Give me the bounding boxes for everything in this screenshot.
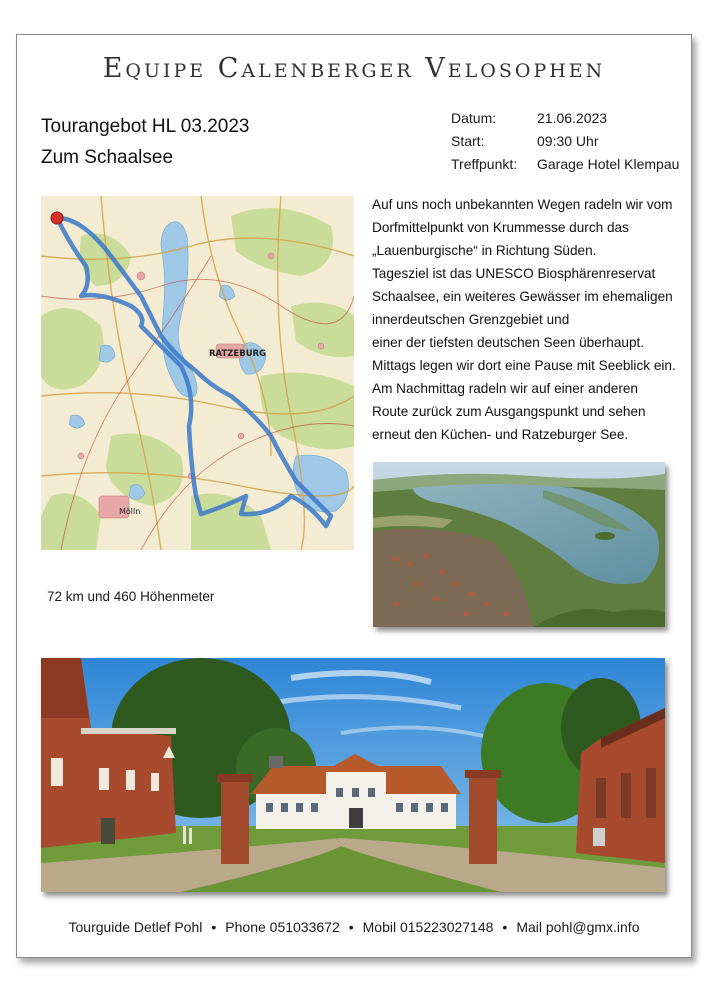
aerial-lake-photo	[373, 462, 665, 627]
info-row-meeting-point: Treffpunkt: Garage Hotel Klempau	[451, 156, 680, 172]
distance-elevation: 72 km und 460 Höhenmeter	[47, 589, 215, 604]
map-label-moelln: Mölln	[119, 507, 141, 516]
route-map	[41, 196, 354, 550]
tour-description: Auf uns noch unbekannten Wegen radeln wir vom Dorfmittelpunkt von Krummesse durch das „Lauenburgische“ in Richtung Süden. Tagesziel ist das UNESCO Biosphärenreservat Schaalsee, ein weiteres Gewässer im ehemaligen innerdeutschen Grenzgebiet und einer der tiefsten deutschen Seen überhaupt. Mittags legen wir dort eine Pause mit Seeblick ein. Am Nachmittag radeln wir auf einer anderen Route zurück zum Ausgangspunkt und sehen erneut den Küchen- und Ratzeburger See.	[372, 197, 676, 442]
info-row-date: Datum: 21.06.2023	[451, 110, 608, 126]
tour-info	[451, 107, 679, 176]
tour-number: Tourangebot HL 03.2023	[41, 116, 250, 137]
footer-separator: •	[211, 919, 217, 935]
footer-mail[interactable]: Mail pohl@gmx.info	[516, 919, 640, 935]
footer-mobile: Mobil 015223027148	[362, 919, 494, 935]
tour-heading	[41, 111, 249, 173]
page-title: Equipe Calenberger Velosophen	[102, 53, 606, 84]
manor-courtyard-photo	[41, 658, 665, 892]
tour-name: Zum Schaalsee	[41, 147, 174, 168]
flyer-page	[16, 34, 692, 958]
footer-guide: Tourguide Detlef Pohl	[68, 919, 203, 935]
contact-footer	[17, 919, 691, 935]
footer-phone: Phone 051033672	[225, 919, 340, 935]
footer-separator: •	[502, 919, 508, 935]
info-row-start: Start: 09:30 Uhr	[451, 133, 599, 149]
footer-separator: •	[348, 919, 354, 935]
start-marker-icon	[51, 212, 63, 224]
map-label-ratzeburg: RATZEBURG	[209, 349, 267, 359]
